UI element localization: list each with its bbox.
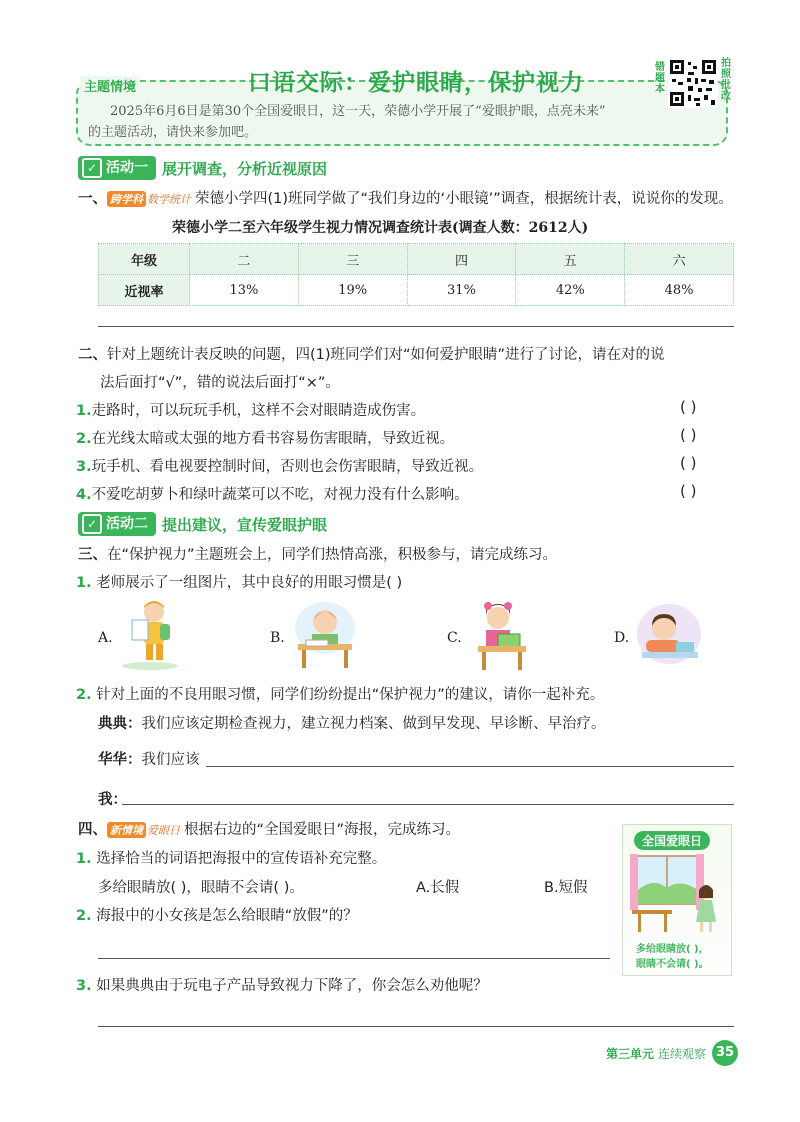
activity2-badge xyxy=(78,512,156,536)
speaker-label: 华华： xyxy=(98,752,142,768)
table-cell: 31% xyxy=(407,275,516,306)
my-suggestion xyxy=(98,788,127,809)
speaker-label: 典典： xyxy=(98,716,142,732)
table-cell: 42% xyxy=(516,275,625,306)
activity1-header xyxy=(78,156,327,180)
sub-number: 1. xyxy=(76,851,92,867)
answer-paren[interactable]: ( ) xyxy=(680,426,697,444)
question3-number: 三、 xyxy=(78,547,107,563)
question1 xyxy=(78,187,733,208)
sub-text: 选择恰当的词语把海报中的宣传语补充完整。 xyxy=(96,851,387,867)
sub-number: 3. xyxy=(76,978,92,994)
sub-text: 针对上面的不良用眼习惯，同学们纷纷提出“保护视力”的建议，请你一起补充。 xyxy=(96,687,605,703)
answer-paren[interactable]: ( ) xyxy=(680,454,697,472)
checkbox-icon: ✓ xyxy=(82,158,102,178)
question4-text: 根据右边的“全国爱眼日”海报，完成练习。 xyxy=(184,822,461,838)
survey-table xyxy=(98,243,734,306)
tag-cross-subject: 跨学科 xyxy=(107,191,146,207)
answer-paren[interactable]: ( ) xyxy=(680,398,697,416)
sub-number: 2. xyxy=(76,687,92,703)
poster-slogan-line1: 多给眼睛放( )， xyxy=(636,944,709,955)
sub-text: 老师展示了一组图片，其中良好的用眼习惯是( ) xyxy=(96,575,403,591)
question3-text: 在“保护视力”主题班会上，同学们热情高涨，积极参与，请完成练习。 xyxy=(107,547,558,563)
question4-number: 四、 xyxy=(78,822,107,838)
table-cell: 三 xyxy=(298,244,407,275)
girl-looking-out-window-picture xyxy=(628,852,724,934)
answer-line-q1[interactable] xyxy=(98,326,734,327)
table-cell: 六 xyxy=(625,244,734,275)
item-text: 走路时，可以玩玩手机，这样不会对眼睛造成伤害。 xyxy=(91,403,426,419)
question4-sub1 xyxy=(76,847,386,868)
activity1-badge-label: 活动一 xyxy=(106,160,148,176)
activity2-badge-label: 活动二 xyxy=(106,516,148,532)
sub-number: 1. xyxy=(76,575,92,591)
page-number: 35 xyxy=(712,1040,738,1066)
intro-text-line2: 的主题活动，请快来参加吧。 xyxy=(88,125,258,140)
speaker-text: 我们应该定期检查视力，建立视力档案、做到早发现、早诊断、早治疗。 xyxy=(141,716,606,732)
table-row-header: 近视率 xyxy=(99,275,190,306)
girl-reading-at-desk-picture[interactable] xyxy=(472,600,530,672)
choice-a[interactable]: A.长假 xyxy=(416,880,460,896)
question2-line1 xyxy=(78,343,665,364)
page-title: 口语交际：爱护眼睛，保护视力 xyxy=(248,70,584,96)
table-cell: 五 xyxy=(516,244,625,275)
activity1-badge xyxy=(78,156,156,180)
item-number: 4. xyxy=(76,487,92,503)
list-item xyxy=(76,483,469,504)
answer-line-q4-2[interactable] xyxy=(98,958,610,959)
fill-sentence[interactable]: 多给眼睛放( )，眼睛不会请( )。 xyxy=(98,880,304,896)
activity1-title: 展开调查，分析近视原因 xyxy=(162,159,328,178)
sub-text: 海报中的小女孩是怎么给眼睛“放假”的？ xyxy=(96,908,358,924)
intro-text-line1: 2025年6月6日是第30个全国爱眼日，这一天，荣德小学开展了“爱眼护眼，点亮未来” xyxy=(110,104,606,119)
boy-walking-reading-picture[interactable] xyxy=(120,598,180,670)
sub-text: 如果典典由于玩电子产品导致视力下降了，你会怎么劝他呢？ xyxy=(96,978,488,994)
option-c-label[interactable]: C. xyxy=(447,630,462,646)
activity2-header xyxy=(78,512,327,536)
question4-sub2 xyxy=(76,904,358,925)
table-cell: 二 xyxy=(190,244,299,275)
option-b-label[interactable]: B. xyxy=(270,630,285,646)
tag-math-stats: 数学统计 xyxy=(147,193,191,206)
table-row-header: 年级 xyxy=(99,244,190,275)
diandian-suggestion xyxy=(98,712,606,733)
item-number: 3. xyxy=(76,459,92,475)
item-text: 不爱吃胡萝卜和绿叶蔬菜可以不吃，对视力没有什么影响。 xyxy=(91,487,469,503)
item-text: 玩手机、看电视要控制时间，否则也会伤害眼睛，导致近视。 xyxy=(91,459,484,475)
theme-tag: 主题情境 xyxy=(80,76,140,95)
tag-eye-day: 爱眼日 xyxy=(147,824,180,837)
question2-text: 针对上题统计表反映的问题，四(1)班同学们对“如何爱护眼睛”进行了讨论，请在对的说 xyxy=(107,347,665,363)
activity2-title: 提出建议，宣传爱眼护眼 xyxy=(162,515,328,534)
checkbox-icon: ✓ xyxy=(82,514,102,534)
speaker-text: 我们应该 xyxy=(141,752,200,768)
poster-slogan-line2: 眼睛不会请( )。 xyxy=(636,959,709,970)
footer-unit: 第三单元 xyxy=(606,1047,655,1061)
table-cell: 48% xyxy=(625,275,734,306)
footer-unit-name: 连续观察 xyxy=(658,1047,707,1061)
answer-line-huahua[interactable] xyxy=(206,766,734,767)
option-d-label[interactable]: D. xyxy=(614,630,630,646)
list-item xyxy=(76,427,454,448)
child-writing-at-desk-picture[interactable] xyxy=(292,600,358,670)
item-number: 1. xyxy=(76,403,92,419)
answer-line-q4-3[interactable] xyxy=(98,1026,734,1027)
qr-label-left: 错题本 xyxy=(655,62,665,95)
option-a-label[interactable]: A. xyxy=(98,630,113,646)
sub-number: 2. xyxy=(76,908,92,924)
poster-title: 全国爱眼日 xyxy=(634,831,710,850)
huahua-suggestion xyxy=(98,748,200,769)
answer-paren[interactable]: ( ) xyxy=(680,482,697,500)
table-title: 荣德小学二至六年级学生视力情况调查统计表(调查人数：2612人) xyxy=(172,220,589,236)
question2-number: 二、 xyxy=(78,347,107,363)
table-cell: 19% xyxy=(298,275,407,306)
item-number: 2. xyxy=(76,431,92,447)
qr-code-icon[interactable] xyxy=(668,58,718,108)
child-lying-reading-picture[interactable] xyxy=(636,602,702,668)
choice-b[interactable]: B.短假 xyxy=(544,880,588,896)
question3-sub2 xyxy=(76,683,604,704)
table-row xyxy=(99,275,734,306)
list-item xyxy=(76,455,483,476)
qr-label-right: 拍照批改 xyxy=(721,58,731,102)
item-text: 在光线太暗或太强的地方看书容易伤害眼睛，导致近视。 xyxy=(91,431,455,447)
question1-text: 荣德小学四(1)班同学做了“我们身边的‘小眼镜’”调查，根据统计表，说说你的发现。 xyxy=(195,191,733,207)
question3-sub1 xyxy=(76,571,402,592)
table-cell: 四 xyxy=(407,244,516,275)
speaker-label: 我： xyxy=(98,792,127,808)
table-cell: 13% xyxy=(190,275,299,306)
question1-number: 一、 xyxy=(78,191,107,207)
question4-sub3 xyxy=(76,974,488,995)
answer-line-me[interactable] xyxy=(122,804,734,805)
question3 xyxy=(78,543,557,564)
question4 xyxy=(78,818,460,839)
tag-new-context: 新情境 xyxy=(107,822,146,838)
table-row xyxy=(99,244,734,275)
list-item xyxy=(76,399,425,420)
question2-line2: 法后面打“√”，错的说法后面打“×”。 xyxy=(100,375,340,391)
